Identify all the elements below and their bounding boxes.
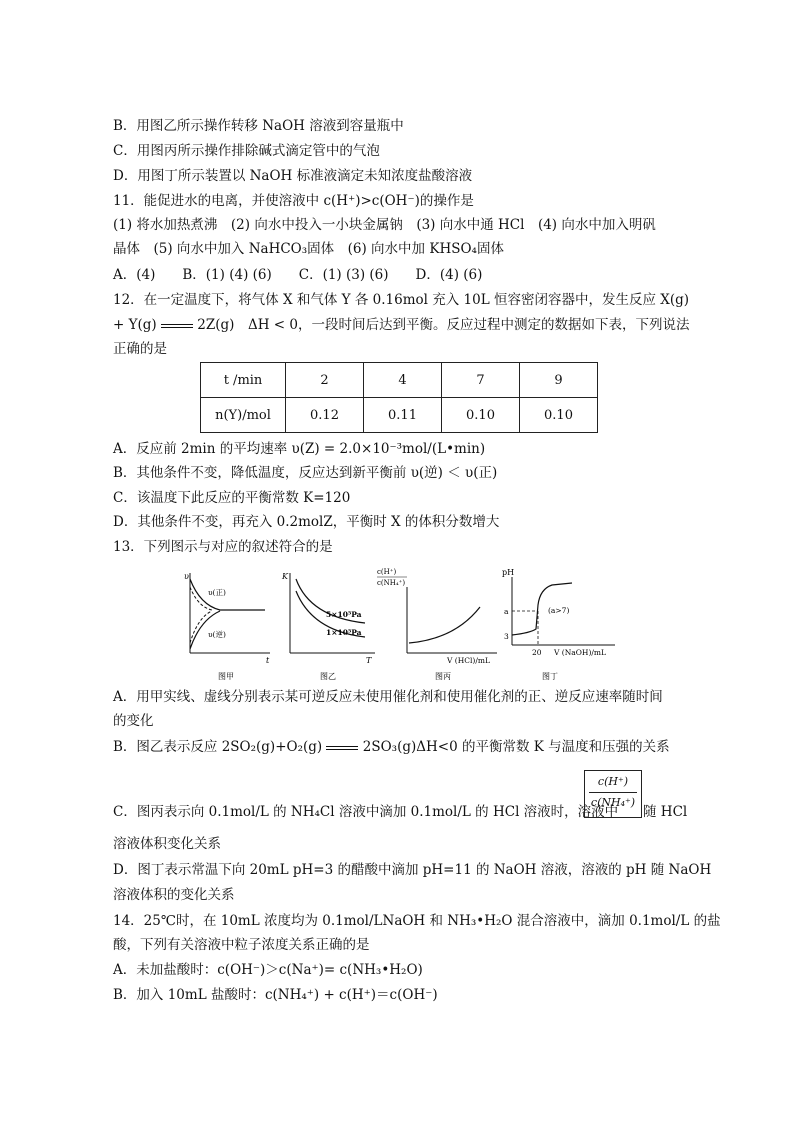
axis-label: t [266, 656, 270, 665]
q14-stem-2: 酸，下列有关溶液中粒子浓度关系正确的是 [113, 937, 370, 953]
tick-label: a [504, 607, 509, 616]
q12-option-d: D．其他条件不变，再充入 0.2molZ，平衡时 X 的体积分数增大 [113, 514, 500, 530]
axis-label: υ [184, 572, 189, 581]
q13-option-a-2: 的变化 [113, 713, 154, 729]
q13-option-d-2: 溶液体积的变化关系 [113, 887, 235, 903]
q11-options: A．(4) B．(1) (4) (6) C．(1) (3) (6) D．(4) (6) [113, 267, 483, 283]
q13-option-b [113, 738, 670, 756]
q13-stem: 13．下列图示与对应的叙述符合的是 [113, 539, 333, 555]
figure-yi [280, 565, 380, 685]
axis-label: V (NaOH)/mL [554, 648, 606, 657]
tick-label: 20 [532, 648, 542, 657]
q13-option-c-2: 溶液体积变化关系 [113, 836, 221, 852]
q13-option-b-post: 2SO₃(g)ΔH<0 的平衡常数 K 与温度和压强的关系 [362, 739, 670, 755]
q13-option-b-pre: B．图乙表示反应 2SO₂(g)+O₂(g) [113, 739, 323, 755]
q14-option-b: B．加入 10mL 盐酸时：c(NH₄⁺) + c(H⁺)＝c(OH⁻) [113, 987, 438, 1003]
q12-option-c: C．该温度下此反应的平衡常数 K=120 [113, 490, 351, 506]
q13-option-c-pre: C．图丙表示向 0.1mol/L 的 NH₄Cl 溶液中滴加 0.1mol/L 的 HCl 溶液时，溶液中 [113, 804, 619, 820]
concentration-fraction [584, 770, 642, 818]
q12-stem-2-post: 2Z(g) ΔH < 0，一段时间后达到平衡。反应过程中测定的数据如下表，下列说法 [197, 317, 690, 333]
table-cell: n(Y)/mol [201, 398, 286, 433]
fraction-denominator: c(NH₄⁺) [590, 796, 636, 809]
table-header-row [201, 363, 598, 398]
q10-option-d: D．用图丁所示装置以 NaOH 标准液滴定未知浓度盐酸溶液 [113, 168, 473, 184]
fraction-bar [589, 792, 637, 793]
curve-label: υ(逆) [208, 630, 226, 639]
curve-label: 1×10⁵Pa [326, 628, 362, 637]
q10-option-b: B．用图乙所示操作转移 NaOH 溶液到容量瓶中 [113, 118, 404, 134]
q13-option-d: D．图丁表示常温下向 20mL pH=3 的醋酸中滴加 pH=11 的 NaOH 溶液，溶液的 pH 随 NaOH [113, 862, 712, 878]
q11-stem: 11．能促进水的电离，并使溶液中 c(H⁺)>c(OH⁻)的操作是 [113, 193, 474, 209]
equilibrium-arrow-icon [161, 322, 193, 330]
table-cell: 0.10 [442, 398, 520, 433]
axis-label: c(H⁺) [377, 568, 397, 576]
q14-stem-1: 14．25℃时，在 10mL 浓度均为 0.1mol/LNaOH 和 NH₃•H₂O 混合溶液中，滴加 0.1mol/L 的盐 [113, 913, 721, 929]
q14-option-a: A．未加盐酸时：c(OH⁻)＞c(Na⁺)= c(NH₃•H₂O) [113, 962, 423, 978]
table-cell: 4 [364, 363, 442, 398]
figure-caption: 图甲 [218, 672, 234, 681]
q10-option-c: C．用图丙所示操作排除碱式滴定管中的气泡 [113, 143, 380, 159]
axis-label: pH [502, 568, 515, 577]
curve-label: υ(正) [208, 588, 226, 597]
q12-stem-2 [113, 316, 689, 334]
axis-label: T [366, 656, 372, 665]
q13-option-c-post: 随 HCl [643, 804, 688, 820]
fraction-numerator: c(H⁺) [597, 775, 629, 788]
q13-option-a: A．用甲实线、虚线分别表示某可逆反应未使用催化剂和使用催化剂的正、逆反应速率随时间 [113, 689, 663, 705]
table-cell: 0.12 [286, 398, 364, 433]
q12-option-a: A．反应前 2min 的平均速率 υ(Z) = 2.0×10⁻³mol/(L•min) [113, 441, 486, 457]
curve-label: 5×10⁵Pa [326, 610, 362, 619]
axis-label: K [282, 572, 288, 581]
table-row [201, 398, 598, 433]
figure-ding [500, 565, 620, 685]
figure-caption: 图丙 [435, 672, 451, 681]
figure-caption: 图乙 [320, 672, 336, 681]
q13-figures [180, 565, 620, 685]
equilibrium-arrow-icon [326, 744, 358, 752]
table-cell: 9 [520, 363, 598, 398]
axis-label: c(NH₄⁺) [377, 579, 406, 587]
table-cell: 7 [442, 363, 520, 398]
table-cell: 2 [286, 363, 364, 398]
q12-data-table [200, 362, 598, 433]
q11-items-1: (1) 将水加热煮沸 (2) 向水中投入一小块金属钠 (3) 向水中通 HCl (4) 向水中加入明矾 [113, 217, 656, 233]
q12-stem-2-pre: + Y(g) [113, 317, 157, 333]
tick-label: 3 [504, 632, 509, 641]
table-cell: t /min [201, 363, 286, 398]
figure-caption: 图丁 [542, 672, 558, 681]
figure-jia [180, 565, 275, 685]
q12-stem-1: 12．在一定温度下，将气体 X 和气体 Y 各 0.16mol 充入 10L 恒容密闭容器中，发生反应 X(g) [113, 292, 690, 308]
q12-option-b: B．其他条件不变，降低温度，反应达到新平衡前 υ(逆) ＜ υ(正) [113, 465, 498, 481]
q11-items-2: 晶体 (5) 向水中加入 NaHCO₃固体 (6) 向水中加 KHSO₄固体 [113, 241, 504, 257]
table-cell: 0.11 [364, 398, 442, 433]
annotation: (a>7) [548, 606, 570, 615]
table-cell: 0.10 [520, 398, 598, 433]
axis-label: V (HCl)/mL [447, 656, 490, 665]
q12-stem-3: 正确的是 [113, 341, 167, 357]
figure-bing [377, 565, 503, 685]
